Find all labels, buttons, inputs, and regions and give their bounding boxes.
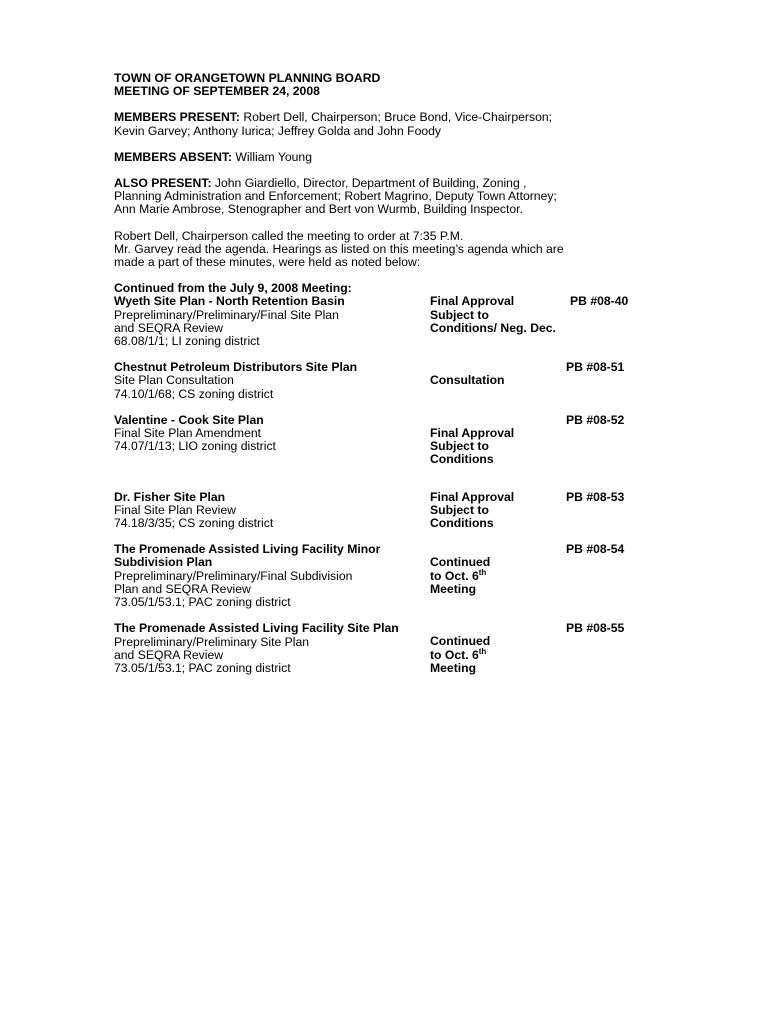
meeting-date: MEETING OF SEPTEMBER 24, 2008 [114,84,320,99]
item-title-cont: Subdivision Plan [114,555,213,570]
item-detail: 74.10/1/68; CS zoning district [114,386,274,401]
item-decision [430,635,570,675]
item-decision [430,491,570,531]
decision-line: to Oct. 6 [430,568,479,583]
decision-line: Meeting [430,660,477,675]
item-title: The Promenade Assisted Living Facility Site Plan [114,621,399,636]
decision-line: Consultation [430,373,505,388]
document-header [114,72,654,98]
item-detail: Prepreliminary/Preliminary/Final Site Plan [114,307,339,322]
members-absent-text: William Young [232,149,312,164]
pb-number: PB #08-55 [566,621,625,636]
intro-line3: made a part of these minutes, were held as noted below: [114,255,421,270]
item-title: The Promenade Assisted Living Facility Minor [114,542,381,557]
pb-number: PB #08-52 [566,412,625,427]
agenda-item-chestnut [114,361,654,401]
decision-line: Continued [430,555,491,570]
ordinal-suffix: th [478,646,487,656]
intro-line1: Robert Dell, Chairperson called the meeting to order at 7:35 P.M. [114,228,464,243]
members-absent [114,151,654,164]
also-present-line2: Planning Administration and Enforcement; Robert Magrino, Deputy Town Attorney; [114,189,557,204]
item-detail: 74.07/1/13; LIO zoning district [114,439,276,454]
pb-number: PB #08-53 [566,489,625,504]
members-present [114,111,654,137]
item-detail: Prepreliminary/Preliminary Site Plan [114,634,310,649]
members-present-label: MEMBERS PRESENT: [114,110,240,125]
item-detail: Prepreliminary/Preliminary/Final Subdivision [114,568,353,583]
intro-paragraph [114,230,654,270]
decision-line: Subject to [430,439,489,454]
agenda-item-wyeth [114,282,654,348]
members-present-line1: Robert Dell, Chairperson; Bruce Bond, Vice-Chairperson; [239,110,553,125]
board-title: TOWN OF ORANGETOWN PLANNING BOARD [114,71,381,85]
item-detail: 68.08/1/1; LI zoning district [114,334,260,349]
decision-line: Final Approval [430,294,515,309]
item-detail: and SEQRA Review [114,647,224,662]
decision-line: Conditions/ Neg. Dec. [430,320,556,335]
pb-number: PB #08-40 [570,294,629,309]
item-decision [430,374,570,387]
item-detail: Final Site Plan Review [114,502,236,517]
also-present-line1: John Giardiello, Director, Department of Building, Zoning , [211,176,527,191]
also-present-line3: Ann Marie Ambrose, Stenographer and Bert von Wurmb, Building Inspector. [114,202,523,217]
also-present-label: ALSO PRESENT: [114,176,212,191]
pb-number: PB #08-54 [566,542,625,557]
continued-note: Continued from the July 9, 2008 Meeting: [114,281,352,296]
item-detail: 73.05/1/53.1; PAC zoning district [114,660,291,675]
decision-line: to Oct. 6 [430,647,479,662]
item-decision [430,556,570,596]
agenda-item-valentine-cook [114,414,654,467]
item-title: Valentine - Cook Site Plan [114,412,264,427]
decision-line: Final Approval [430,489,515,504]
item-title: Dr. Fisher Site Plan [114,489,226,504]
item-detail: Final Site Plan Amendment [114,426,262,441]
item-detail: and SEQRA Review [114,320,224,335]
agenda-item-promenade-subdivision [114,543,654,609]
item-title: Wyeth Site Plan - North Retention Basin [114,294,345,309]
decision-line: Continued [430,634,491,649]
members-absent-label: MEMBERS ABSENT: [114,149,233,164]
item-detail: 73.05/1/53.1; PAC zoning district [114,595,291,610]
item-decision [430,295,570,335]
item-detail: Site Plan Consultation [114,373,234,388]
item-title: Chestnut Petroleum Distributors Site Plan [114,360,358,375]
decision-line: Final Approval [430,426,515,441]
decision-line: Conditions [430,452,494,467]
members-present-line2: Kevin Garvey; Anthony Iurica; Jeffrey Golda and John Foody [114,123,441,138]
item-detail: Plan and SEQRA Review [114,581,251,596]
also-present [114,177,654,217]
item-detail: 74.18/3/35; CS zoning district [114,516,274,531]
decision-line: Conditions [430,516,494,531]
agenda-item-dr-fisher [114,491,654,531]
ordinal-suffix: th [478,567,487,577]
intro-line2: Mr. Garvey read the agenda. Hearings as listed on this meeting’s agenda which are [114,241,564,256]
minutes-page [114,72,654,688]
decision-line: Meeting [430,581,477,596]
agenda-item-promenade-site-plan [114,622,654,675]
pb-number: PB #08-51 [566,360,625,375]
decision-line: Subject to [430,307,489,322]
item-decision [430,427,570,467]
decision-line: Subject to [430,502,489,517]
